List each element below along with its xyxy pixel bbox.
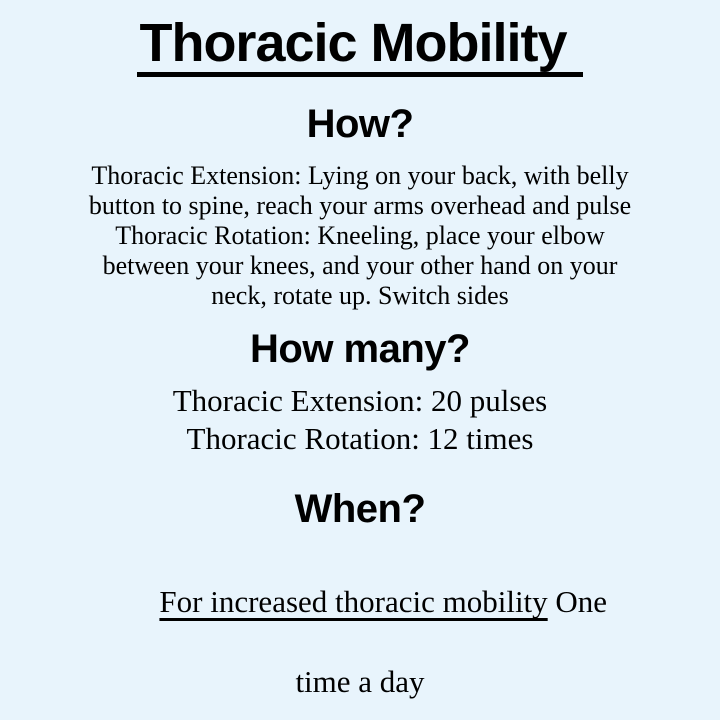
when-line-1-rest: One bbox=[547, 584, 608, 620]
extension-count-line: Thoracic Extension: 20 pulses bbox=[172, 383, 548, 419]
underlined-phrase: For increased thoracic mobility bbox=[159, 584, 548, 620]
when-description bbox=[0, 542, 720, 702]
rotation-count-line: Thoracic Rotation: 12 times bbox=[186, 421, 534, 457]
how-line-5: neck, rotate up. Switch sides bbox=[211, 281, 509, 311]
when-line-1 bbox=[0, 542, 720, 662]
how-line-4: between your knees, and your other hand on your bbox=[102, 251, 618, 281]
how-line-3: Thoracic Rotation: Kneeling, place your elbow bbox=[115, 221, 605, 251]
page-title: Thoracic Mobility bbox=[137, 14, 582, 77]
how-description bbox=[0, 161, 720, 311]
when-line-2: time a day bbox=[295, 664, 425, 700]
how-many-values bbox=[0, 382, 720, 458]
how-line-2: button to spine, reach your arms overhead and pulse bbox=[88, 191, 632, 221]
how-line-1: Thoracic Extension: Lying on your back, with belly bbox=[91, 161, 629, 191]
section-heading-when: When? bbox=[294, 487, 426, 532]
section-heading-how: How? bbox=[306, 102, 414, 147]
section-heading-how-many: How many? bbox=[250, 327, 470, 372]
title-block bbox=[0, 0, 720, 77]
